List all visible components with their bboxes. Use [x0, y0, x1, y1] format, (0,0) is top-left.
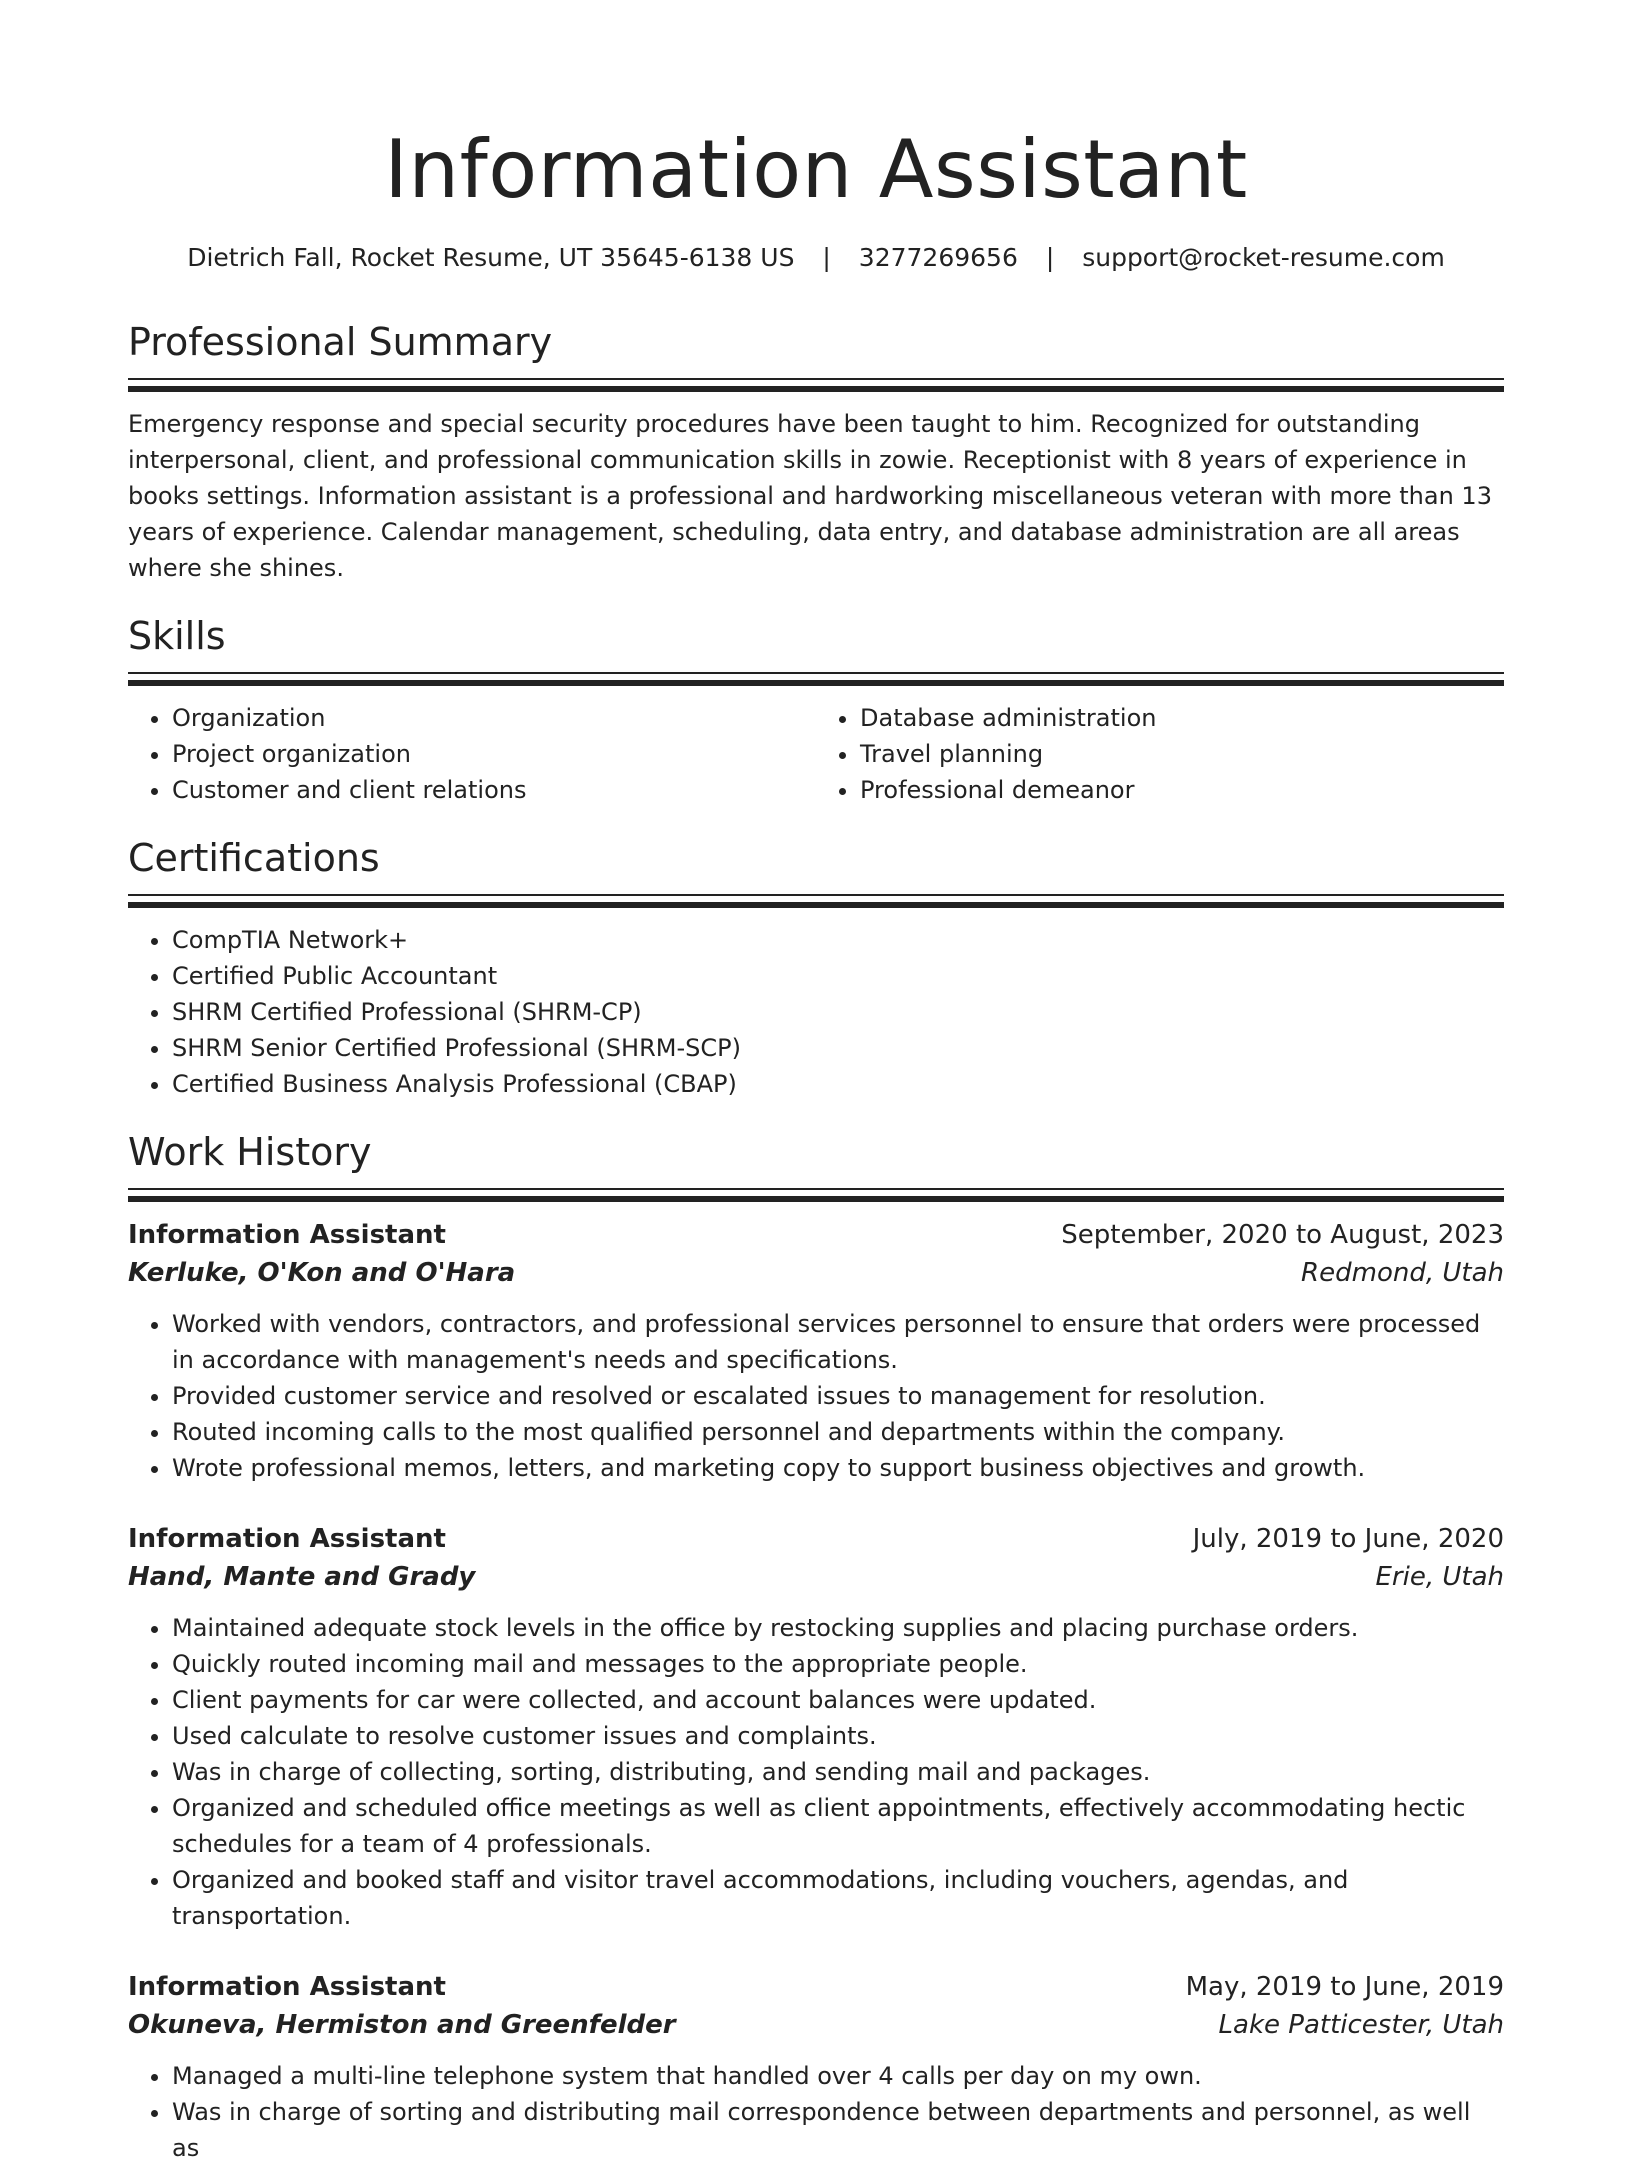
job-bullet: • Provided customer service and resolved or escalated issues to management for resolution. [172, 1378, 1504, 1414]
skill-item: • Database administration [860, 700, 1504, 736]
section-divider [128, 894, 1504, 908]
contact-separator: | [822, 243, 831, 272]
summary-section [128, 318, 1504, 586]
work-history-section [128, 1128, 1504, 2166]
skills-section [128, 612, 1504, 808]
job-location: Redmond, Utah [1301, 1258, 1504, 1288]
job-bullets [128, 1610, 1504, 1934]
skills-list-right [816, 700, 1504, 808]
job-title: Information Assistant [128, 1524, 446, 1554]
job-location: Erie, Utah [1375, 1562, 1504, 1592]
job-bullet: • Wrote professional memos, letters, and marketing copy to support business objectives and growth. [172, 1450, 1504, 1486]
section-title-work-history: Work History [128, 1130, 372, 1174]
job-header [128, 1216, 1504, 1254]
skill-item: • Organization [172, 700, 816, 736]
job-subheader [128, 2006, 1504, 2044]
job-bullets [128, 1306, 1504, 1486]
resume-page [128, 0, 1504, 2166]
job-company: Kerluke, O'Kon and O'Hara [128, 1258, 516, 1288]
certification-item: • Certified Business Analysis Professional (CBAP) [172, 1066, 1504, 1102]
section-divider [128, 672, 1504, 686]
job-bullet: • Quickly routed incoming mail and messages to the appropriate people. [172, 1646, 1504, 1682]
resume-name: Information Assistant [384, 123, 1248, 216]
job-entry [128, 1968, 1504, 2166]
job-header [128, 1520, 1504, 1558]
certification-item: • CompTIA Network+ [172, 922, 1504, 958]
section-divider [128, 1188, 1504, 1202]
job-bullet: • Client payments for car were collected, and account balances were updated. [172, 1682, 1504, 1718]
skill-item: • Travel planning [860, 736, 1504, 772]
job-bullet: • Organized and booked staff and visitor travel accommodations, including vouchers, agendas, and transportation. [172, 1862, 1504, 1934]
skills-list-left [128, 700, 816, 808]
job-location: Lake Patticester, Utah [1218, 2010, 1504, 2040]
certifications-section [128, 834, 1504, 1102]
certification-item: • SHRM Certified Professional (SHRM-CP) [172, 994, 1504, 1030]
job-bullet: • Worked with vendors, contractors, and professional services personnel to ensure that orders were processed in accordance with management's needs and specifications. [172, 1306, 1504, 1378]
section-title-skills: Skills [128, 614, 226, 658]
job-entry [128, 1520, 1504, 1934]
skill-item: • Professional demeanor [860, 772, 1504, 808]
job-subheader [128, 1254, 1504, 1292]
section-title-certifications: Certifications [128, 836, 380, 880]
job-dates: September, 2020 to August, 2023 [1061, 1220, 1504, 1250]
skill-item: • Project organization [172, 736, 816, 772]
job-bullets [128, 2058, 1504, 2166]
job-bullet: • Was in charge of sorting and distributing mail correspondence between departments and personnel, as well as [172, 2094, 1504, 2166]
job-entry [128, 1216, 1504, 1486]
contact-email: support@rocket-resume.com [1082, 243, 1445, 272]
job-bullet: • Used calculate to resolve customer issues and complaints. [172, 1718, 1504, 1754]
summary-text: Emergency response and special security procedures have been taught to him. Recognized for outstanding interpersonal, client, and professional communication skills in zowie. Receptionist with 8 years of experience in books settings. Information assistant is a professional and hardworking miscellaneous veteran with more than 13 years of experience. Calendar management, scheduling, data entry, and database administration are all areas where she shines. [128, 410, 1492, 582]
certifications-list [128, 922, 1504, 1102]
job-header [128, 1968, 1504, 2006]
job-dates: July, 2019 to June, 2020 [1192, 1524, 1504, 1554]
job-title: Information Assistant [128, 1220, 446, 1250]
job-company: Hand, Mante and Grady [128, 1562, 476, 1592]
contact-line [128, 240, 1504, 276]
section-title-summary: Professional Summary [128, 320, 553, 364]
contact-separator: | [1045, 243, 1055, 272]
job-bullet: • Was in charge of collecting, sorting, distributing, and sending mail and packages. [172, 1754, 1504, 1790]
job-bullet: • Routed incoming calls to the most qualified personnel and departments within the company. [172, 1414, 1504, 1450]
skills-grid [128, 700, 1504, 808]
job-bullet: • Maintained adequate stock levels in the office by restocking supplies and placing purchase orders. [172, 1610, 1504, 1646]
job-company: Okuneva, Hermiston and Greenfelder [128, 2010, 676, 2040]
contact-address: Dietrich Fall, Rocket Resume, UT 35645-6138 US [187, 243, 795, 272]
job-title: Information Assistant [128, 1972, 446, 2002]
section-divider [128, 378, 1504, 392]
job-bullet: • Organized and scheduled office meetings as well as client appointments, effectively accommodating hectic schedules for a team of 4 professionals. [172, 1790, 1504, 1862]
certification-item: • Certified Public Accountant [172, 958, 1504, 994]
contact-phone: 3277269656 [858, 243, 1018, 272]
job-dates: May, 2019 to June, 2019 [1185, 1972, 1504, 2002]
skill-item: • Customer and client relations [172, 772, 816, 808]
job-bullet: • Managed a multi-line telephone system that handled over 4 calls per day on my own. [172, 2058, 1504, 2094]
job-subheader [128, 1558, 1504, 1596]
certification-item: • SHRM Senior Certified Professional (SHRM-SCP) [172, 1030, 1504, 1066]
